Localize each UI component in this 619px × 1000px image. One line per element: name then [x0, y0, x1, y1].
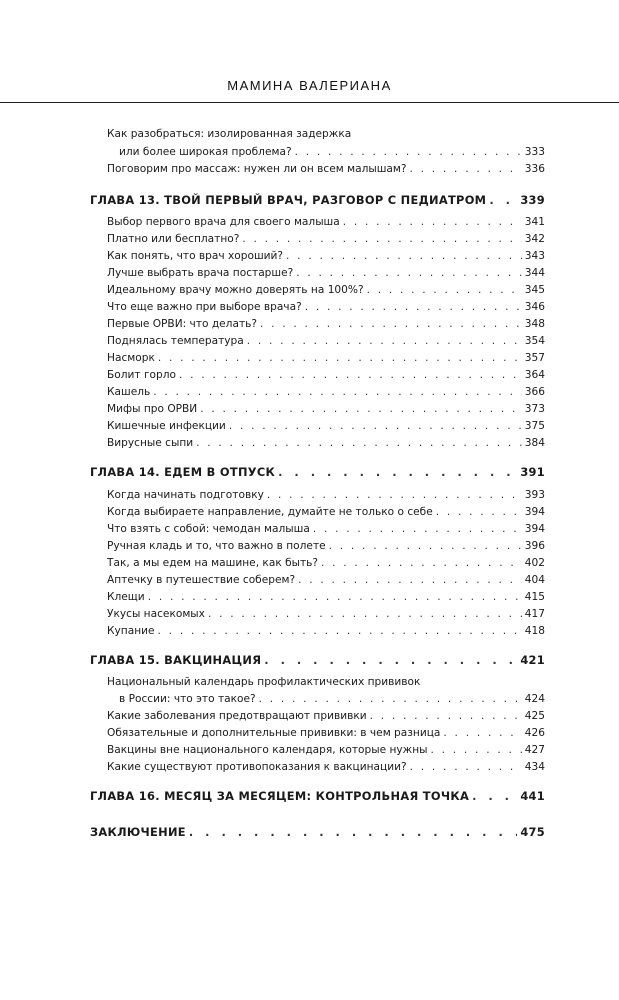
toc-entry-label: Насморк	[107, 352, 155, 364]
toc-entry	[107, 402, 545, 416]
toc-entry-label: в России: что это такое?	[119, 693, 256, 705]
dot-leader	[189, 825, 517, 839]
chapter-title: ГЛАВА 14. ЕДЕМ В ОТПУСК	[90, 465, 276, 479]
dot-leader	[343, 215, 522, 229]
toc-entry-page: 348	[524, 318, 545, 330]
dot-leader	[436, 505, 522, 519]
toc-entry-page: 396	[524, 540, 545, 552]
header-rule	[0, 102, 619, 103]
toc-entry	[107, 266, 545, 280]
dot-leader	[321, 556, 522, 570]
chapter-heading-16	[90, 789, 545, 803]
toc-entry	[107, 162, 545, 176]
dot-leader	[229, 419, 522, 433]
toc-entry	[107, 215, 545, 229]
toc-entry-label: Купание	[107, 625, 155, 637]
toc-entry-page: 425	[524, 710, 545, 722]
dot-leader	[443, 726, 521, 740]
toc-entry-label: Как понять, что врач хороший?	[107, 250, 284, 262]
toc-entry	[107, 488, 545, 502]
toc-entry	[107, 522, 545, 536]
toc-entry-label: Какие заболевания предотвращают прививки	[107, 710, 367, 722]
chapter-heading-14	[90, 465, 545, 479]
toc-entry-label: Национальный календарь профилактических прививок	[107, 676, 421, 688]
toc-entry	[107, 505, 545, 519]
toc-entry	[107, 232, 545, 246]
toc-entry-label: Как разобраться: изолированная задержка	[107, 128, 352, 140]
chapter-page: 475	[520, 825, 545, 839]
toc-entry-page: 345	[524, 284, 545, 296]
toc-entry-label: или более широкая проблема?	[119, 146, 292, 158]
toc-entry-label: Клещи	[107, 591, 145, 603]
toc-entry-page: 418	[524, 625, 545, 637]
dot-leader	[242, 232, 521, 246]
dot-leader	[259, 692, 522, 706]
toc-entry	[107, 590, 545, 604]
toc-entry	[107, 283, 545, 297]
toc-entry-page: 364	[524, 369, 545, 381]
toc-entry-page: 344	[524, 267, 545, 279]
dot-leader	[410, 162, 522, 176]
toc-entry	[107, 249, 545, 263]
toc-entry-label: Идеальному врачу можно доверять на 100%?	[107, 284, 364, 296]
toc-entry	[107, 624, 545, 638]
chapter-heading-13	[90, 193, 545, 207]
toc-entry-page: 357	[524, 352, 545, 364]
toc-entry-label: Кишечные инфекции	[107, 420, 226, 432]
dot-leader	[329, 539, 522, 553]
toc-entry	[107, 573, 545, 587]
toc-entry	[107, 334, 545, 348]
toc-entry-page: 434	[524, 761, 545, 773]
toc-entry-page: 336	[524, 163, 545, 175]
toc-entry-label: Ручная кладь и то, что важно в полете	[107, 540, 326, 552]
dot-leader	[472, 789, 517, 803]
dot-leader	[158, 624, 522, 638]
dot-leader	[367, 283, 522, 297]
toc-entry	[119, 145, 545, 159]
toc-entry-page: 417	[524, 608, 545, 620]
dot-leader	[267, 488, 522, 502]
toc-entry	[107, 743, 545, 757]
toc-entry	[107, 368, 545, 382]
dot-leader	[296, 266, 522, 280]
chapter-title: ГЛАВА 13. ТВОЙ ПЕРВЫЙ ВРАЧ, РАЗГОВОР С ПЕДИАТРОМ	[90, 193, 487, 207]
toc-entry	[107, 317, 545, 331]
dot-leader	[200, 402, 522, 416]
toc-entry-label: Вирусные сыпи	[107, 437, 194, 449]
dot-leader	[298, 573, 522, 587]
toc-entry-page: 373	[524, 403, 545, 415]
toc-entry-page: 375	[524, 420, 545, 432]
dot-leader	[313, 522, 522, 536]
toc-entry-label: Так, а мы едем на машине, как быть?	[107, 557, 319, 569]
toc-entry	[107, 760, 545, 774]
toc-entry-label: Какие существуют противопоказания к вакцинации?	[107, 761, 407, 773]
dot-leader	[278, 465, 517, 479]
toc-entry	[119, 692, 545, 706]
toc-entry-page: 346	[524, 301, 545, 313]
toc-entry	[107, 556, 545, 570]
dot-leader	[260, 317, 522, 331]
toc-entry-page: 404	[524, 574, 545, 586]
toc-entry-label: Выбор первого врача для своего малыша	[107, 216, 340, 228]
toc-entry-label: Что еще важно при выборе врача?	[107, 301, 302, 313]
toc-entry-page: 354	[524, 335, 545, 347]
chapter-title: ЗАКЛЮЧЕНИЕ	[90, 825, 186, 839]
toc-entry-page: 366	[524, 386, 545, 398]
dot-leader	[431, 743, 522, 757]
toc-entry-label: Лучше выбрать врача постарше?	[107, 267, 294, 279]
conclusion-heading	[90, 825, 545, 839]
toc-entry-label: Поднялась температура	[107, 335, 244, 347]
toc-entry	[107, 385, 545, 399]
dot-leader	[370, 709, 522, 723]
toc-entry-label: Что взять с собой: чемодан малыша	[107, 523, 310, 535]
toc-entry-page: 343	[524, 250, 545, 262]
toc-entry	[107, 436, 545, 450]
chapter-page: 421	[520, 653, 545, 667]
toc-entry-label: Обязательные и дополнительные прививки: в чем разница	[107, 727, 441, 739]
toc-entry-page: 415	[524, 591, 545, 603]
toc-entry-label: Болит горло	[107, 369, 176, 381]
dot-leader	[295, 145, 522, 159]
dot-leader	[153, 385, 522, 399]
dot-leader	[179, 368, 522, 382]
dot-leader	[305, 300, 522, 314]
chapter-title: ГЛАВА 15. ВАКЦИНАЦИЯ	[90, 653, 262, 667]
toc-entry	[107, 351, 545, 365]
toc-entry-page: 394	[524, 523, 545, 535]
dot-leader	[196, 436, 522, 450]
running-head-title: МАМИНА ВАЛЕРИАНА	[227, 78, 392, 93]
chapter-page: 441	[520, 789, 545, 803]
toc-entry-label: Первые ОРВИ: что делать?	[107, 318, 257, 330]
dot-leader	[264, 653, 517, 667]
dot-leader	[247, 334, 522, 348]
toc-entry	[107, 607, 545, 621]
chapter-page: 339	[520, 193, 545, 207]
toc-entry	[107, 419, 545, 433]
dot-leader	[489, 193, 517, 207]
toc-entry-page: 402	[524, 557, 545, 569]
toc-entry-label: Мифы про ОРВИ	[107, 403, 198, 415]
toc-entry-page: 393	[524, 489, 545, 501]
toc-entry-label: Платно или бесплатно?	[107, 233, 240, 245]
toc-entry-page: 426	[524, 727, 545, 739]
toc-entry-label: Укусы насекомых	[107, 608, 205, 620]
dot-leader	[208, 607, 522, 621]
toc-entry-page: 424	[524, 693, 545, 705]
toc-entry-label: Поговорим про массаж: нужен ли он всем малышам?	[107, 163, 407, 175]
toc-entry-page: 384	[524, 437, 545, 449]
toc-entry-label: Когда начинать подготовку	[107, 489, 264, 501]
toc-entry-page: 342	[524, 233, 545, 245]
toc-entry-label: Когда выбираете направление, думайте не только о себе	[107, 506, 433, 518]
toc-entry	[107, 539, 545, 553]
dot-leader	[286, 249, 522, 263]
chapter-page: 391	[520, 465, 545, 479]
toc-entry-page: 333	[524, 146, 545, 158]
toc-entry-page: 394	[524, 506, 545, 518]
dot-leader	[410, 760, 522, 774]
dot-leader	[158, 351, 522, 365]
chapter-title: ГЛАВА 16. МЕСЯЦ ЗА МЕСЯЦЕМ: КОНТРОЛЬНАЯ ТОЧКА	[90, 789, 470, 803]
toc-entry-label: Аптечку в путешествие соберем?	[107, 574, 296, 586]
toc-entry	[107, 726, 545, 740]
toc-entry-page: 341	[524, 216, 545, 228]
toc-entry-label: Вакцины вне национального календаря, которые нужны	[107, 744, 428, 756]
toc-entry-label: Кашель	[107, 386, 151, 398]
dot-leader	[148, 590, 522, 604]
toc-entry	[107, 709, 545, 723]
chapter-heading-15	[90, 653, 545, 667]
toc-entry-page: 427	[524, 744, 545, 756]
toc-entry	[107, 300, 545, 314]
